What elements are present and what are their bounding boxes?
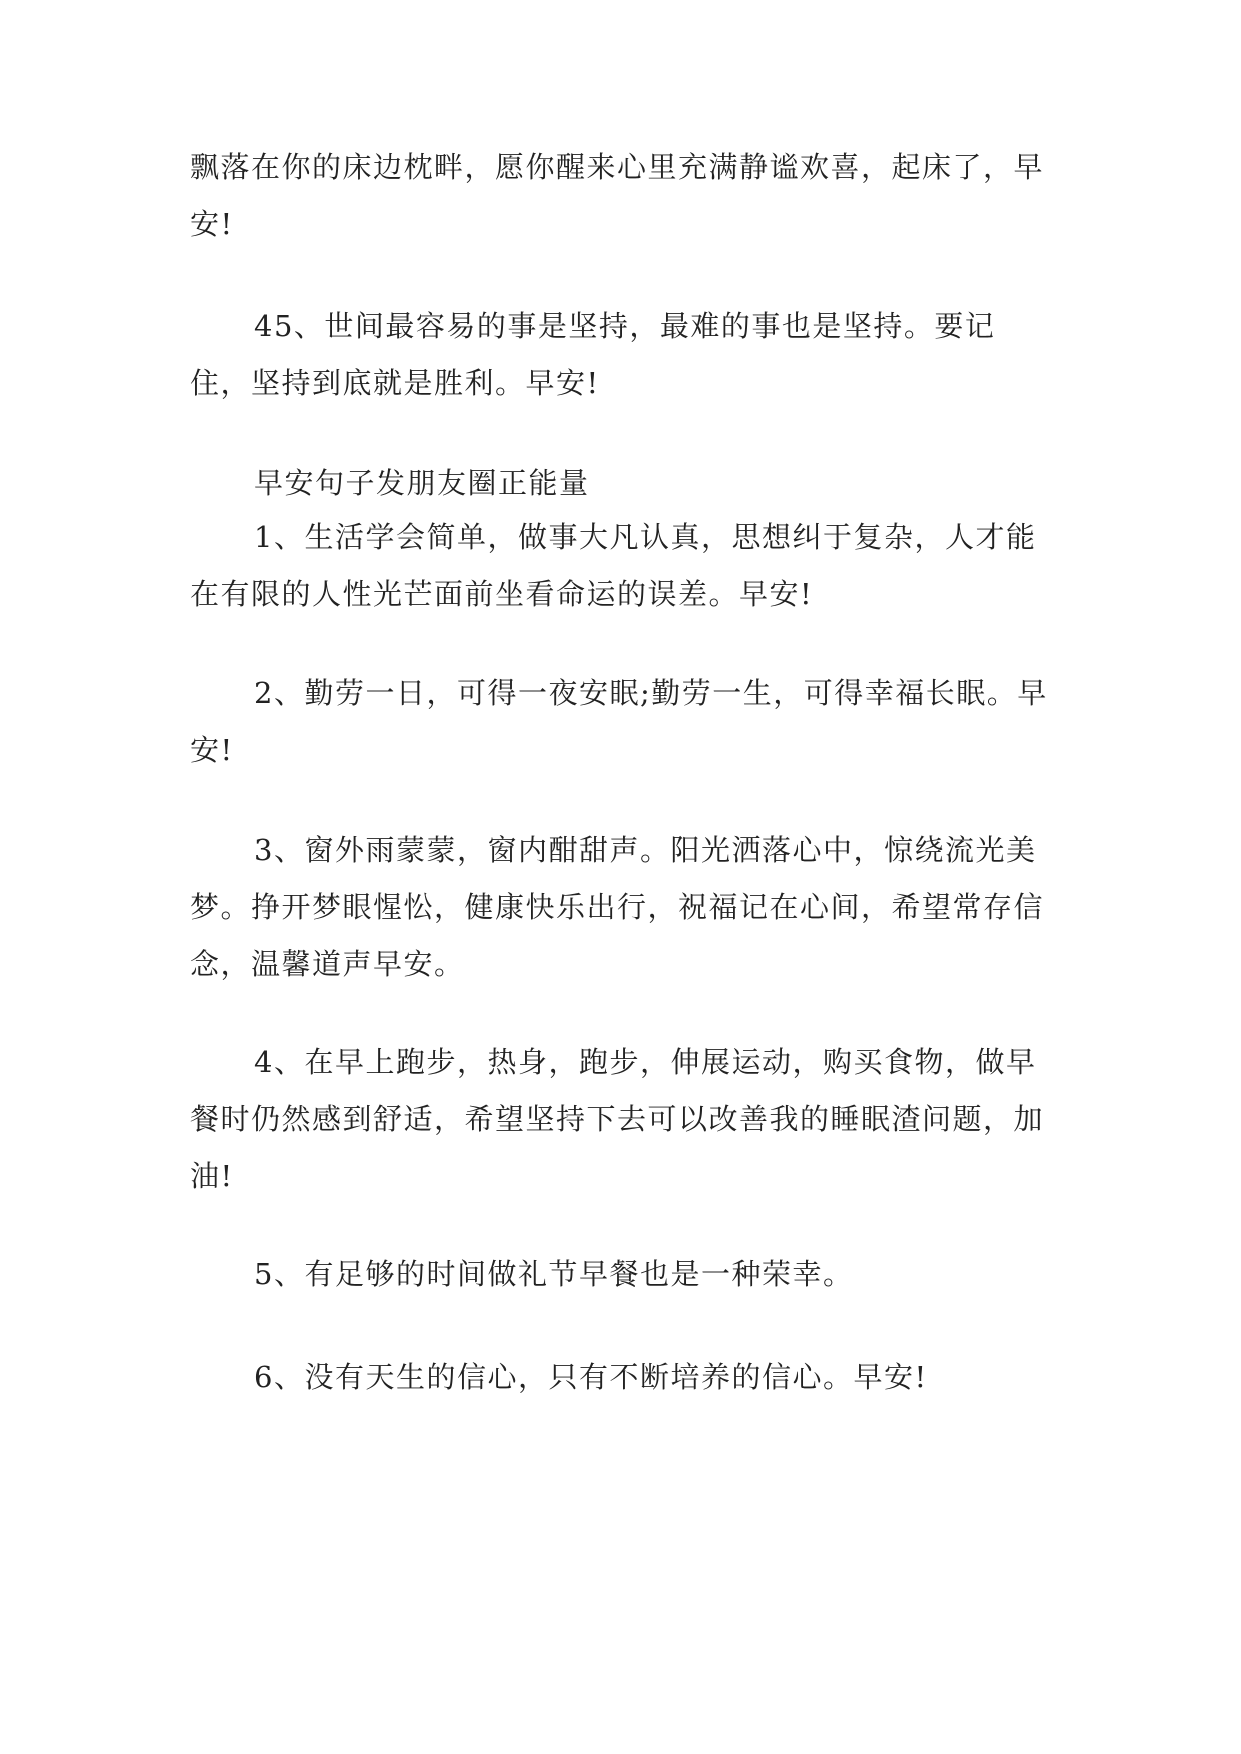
paragraph-continuation: 飘落在你的床边枕畔，愿你醒来心里充满静谧欢喜，起床了，早安! bbox=[190, 150, 1045, 241]
section-heading: 早安句子发朋友圈正能量 bbox=[254, 466, 590, 500]
paragraph-item-45: 45、世间最容易的事是坚持，最难的事也是坚持。要记住，坚持到底就是胜利。早安! bbox=[190, 309, 996, 400]
paragraph-item-2: 2、勤劳一日，可得一夜安眠;勤劳一生，可得幸福长眠。早安! bbox=[190, 676, 1048, 767]
paragraph-item-4: 4、在早上跑步，热身，跑步，伸展运动，购买食物，做早餐时仍然感到舒适，希望坚持下去可以改善我的睡眠渣问题，加油! bbox=[190, 1045, 1045, 1193]
paragraph-item-5: 5、有足够的时间做礼节早餐也是一种荣幸。 bbox=[254, 1257, 854, 1291]
paragraph-item-6: 6、没有天生的信心，只有不断培养的信心。早安! bbox=[254, 1360, 928, 1394]
paragraph-item-1: 1、生活学会简单，做事大凡认真，思想纠于复杂，人才能在有限的人性光芒面前坐看命运的误差。早安! bbox=[190, 520, 1037, 611]
paragraph-item-3: 3、窗外雨蒙蒙，窗内酣甜声。阳光洒落心中，惊绕流光美梦。挣开梦眼惺忪，健康快乐出行，祝福记在心间，希望常存信念，温馨道声早安。 bbox=[190, 833, 1045, 981]
